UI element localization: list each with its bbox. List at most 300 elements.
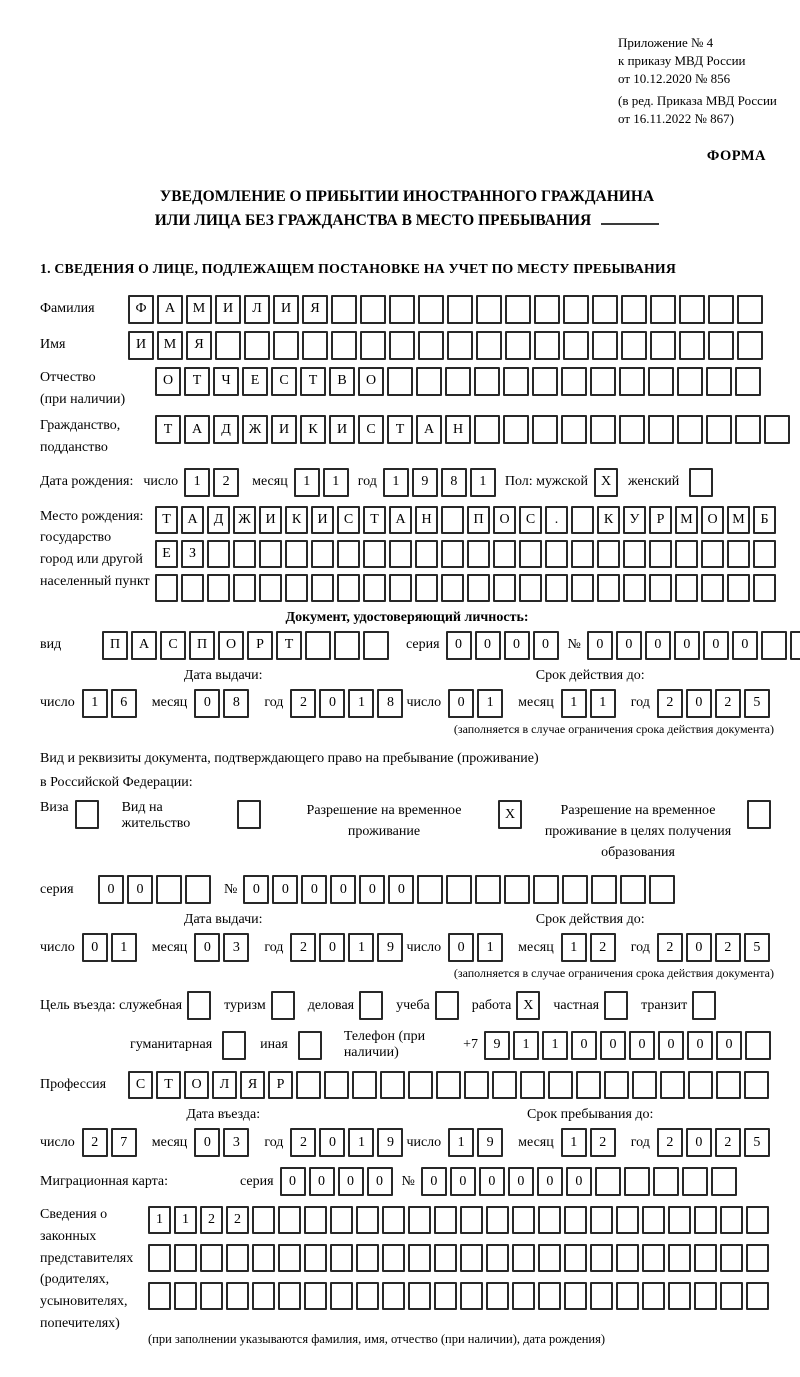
char-cell[interactable] (561, 367, 587, 396)
char-cell[interactable]: 0 (309, 1167, 335, 1196)
char-cell[interactable]: 2 (590, 1128, 616, 1157)
profession-cells[interactable] (128, 1071, 772, 1099)
char-cell[interactable]: . (545, 506, 568, 534)
char-cell[interactable] (571, 540, 594, 568)
char-cell[interactable] (155, 574, 178, 602)
char-cell[interactable] (233, 540, 256, 568)
char-cell[interactable] (460, 1244, 483, 1272)
char-cell[interactable]: С (128, 1071, 153, 1099)
char-cell[interactable]: 0 (421, 1167, 447, 1196)
char-cell[interactable] (620, 875, 646, 904)
char-cell[interactable]: О (184, 1071, 209, 1099)
char-cell[interactable] (207, 574, 230, 602)
char-cell[interactable] (512, 1206, 535, 1234)
char-cell[interactable] (682, 1167, 708, 1196)
char-cell[interactable] (668, 1282, 691, 1310)
char-cell[interactable] (563, 331, 589, 360)
char-cell[interactable] (621, 295, 647, 324)
char-cell[interactable]: 8 (223, 689, 249, 718)
char-cell[interactable] (304, 1244, 327, 1272)
char-cell[interactable]: Т (156, 1071, 181, 1099)
char-cell[interactable] (649, 540, 672, 568)
char-cell[interactable]: 1 (470, 468, 496, 497)
char-cell[interactable] (604, 1071, 629, 1099)
char-cell[interactable]: Н (415, 506, 438, 534)
char-cell[interactable]: 2 (715, 1128, 741, 1157)
surname-cells[interactable] (128, 295, 766, 324)
char-cell[interactable]: Я (186, 331, 212, 360)
char-cell[interactable]: 1 (348, 1128, 374, 1157)
purpose-business-trip-checkbox[interactable] (187, 991, 211, 1020)
char-cell[interactable] (467, 540, 490, 568)
char-cell[interactable]: 1 (561, 933, 587, 962)
char-cell[interactable]: 1 (184, 468, 210, 497)
char-cell[interactable] (642, 1206, 665, 1234)
char-cell[interactable] (447, 331, 473, 360)
char-cell[interactable]: 5 (744, 689, 770, 718)
char-cell[interactable] (512, 1282, 535, 1310)
char-cell[interactable]: С (337, 506, 360, 534)
char-cell[interactable]: 0 (686, 933, 712, 962)
char-cell[interactable] (434, 1206, 457, 1234)
char-cell[interactable] (174, 1282, 197, 1310)
char-cell[interactable]: 0 (388, 875, 414, 904)
char-cell[interactable]: 1 (542, 1031, 568, 1060)
char-cell[interactable]: 8 (377, 689, 403, 718)
char-cell[interactable]: О (358, 367, 384, 396)
gender-male-checkbox[interactable]: X (594, 468, 618, 497)
char-cell[interactable]: 0 (475, 631, 501, 660)
char-cell[interactable]: 2 (715, 689, 741, 718)
char-cell[interactable]: О (155, 367, 181, 396)
char-cell[interactable]: О (701, 506, 724, 534)
char-cell[interactable]: 2 (226, 1206, 249, 1234)
char-cell[interactable] (441, 506, 464, 534)
char-cell[interactable] (486, 1244, 509, 1272)
char-cell[interactable]: 7 (111, 1128, 137, 1157)
char-cell[interactable]: 0 (338, 1167, 364, 1196)
char-cell[interactable] (330, 1282, 353, 1310)
char-cell[interactable] (415, 574, 438, 602)
char-cell[interactable] (252, 1244, 275, 1272)
char-cell[interactable]: О (493, 506, 516, 534)
char-cell[interactable] (460, 1206, 483, 1234)
char-cell[interactable]: У (623, 506, 646, 534)
char-cell[interactable] (408, 1071, 433, 1099)
char-cell[interactable] (649, 574, 672, 602)
char-cell[interactable]: З (181, 540, 204, 568)
char-cell[interactable] (302, 331, 328, 360)
char-cell[interactable] (650, 295, 676, 324)
char-cell[interactable] (493, 574, 516, 602)
char-cell[interactable] (185, 875, 211, 904)
char-cell[interactable]: 9 (377, 1128, 403, 1157)
given-name-cells[interactable] (128, 331, 766, 360)
char-cell[interactable]: 1 (323, 468, 349, 497)
char-cell[interactable] (408, 1244, 431, 1272)
char-cell[interactable]: 0 (703, 631, 729, 660)
char-cell[interactable] (616, 1244, 639, 1272)
purpose-private-checkbox[interactable] (604, 991, 628, 1020)
char-cell[interactable] (382, 1206, 405, 1234)
birth-place-row1-cells[interactable] (155, 506, 779, 534)
char-cell[interactable] (701, 574, 724, 602)
char-cell[interactable] (520, 1071, 545, 1099)
doc-type-cells[interactable] (102, 631, 392, 660)
char-cell[interactable] (590, 367, 616, 396)
char-cell[interactable] (735, 367, 761, 396)
char-cell[interactable] (252, 1282, 275, 1310)
birth-month-cells[interactable] (294, 468, 352, 497)
char-cell[interactable]: 1 (348, 689, 374, 718)
char-cell[interactable]: 1 (294, 468, 320, 497)
char-cell[interactable]: 2 (657, 689, 683, 718)
purpose-study-checkbox[interactable] (435, 991, 459, 1020)
char-cell[interactable] (746, 1282, 769, 1310)
birth-place-row3-cells[interactable] (155, 574, 779, 602)
char-cell[interactable] (296, 1071, 321, 1099)
char-cell[interactable]: 2 (82, 1128, 108, 1157)
char-cell[interactable]: Н (445, 415, 471, 444)
char-cell[interactable] (561, 415, 587, 444)
char-cell[interactable] (727, 540, 750, 568)
rvp-expiry-year-cells[interactable] (657, 933, 773, 962)
char-cell[interactable] (476, 295, 502, 324)
char-cell[interactable] (648, 415, 674, 444)
char-cell[interactable]: 0 (587, 631, 613, 660)
char-cell[interactable] (486, 1282, 509, 1310)
stay-day-cells[interactable] (448, 1128, 506, 1157)
char-cell[interactable]: 0 (687, 1031, 713, 1060)
rvp-series-cells[interactable] (98, 875, 214, 904)
char-cell[interactable]: Я (240, 1071, 265, 1099)
char-cell[interactable] (534, 331, 560, 360)
char-cell[interactable]: С (519, 506, 542, 534)
char-cell[interactable]: С (358, 415, 384, 444)
char-cell[interactable] (331, 295, 357, 324)
char-cell[interactable] (650, 331, 676, 360)
char-cell[interactable]: 1 (82, 689, 108, 718)
char-cell[interactable]: 0 (272, 875, 298, 904)
char-cell[interactable]: Ж (242, 415, 268, 444)
representatives-row3-cells[interactable] (148, 1282, 772, 1310)
char-cell[interactable]: С (160, 631, 186, 660)
char-cell[interactable]: 1 (477, 933, 503, 962)
char-cell[interactable]: 9 (484, 1031, 510, 1060)
char-cell[interactable]: 3 (223, 1128, 249, 1157)
char-cell[interactable]: 0 (194, 1128, 220, 1157)
char-cell[interactable] (563, 295, 589, 324)
migration-series-cells[interactable] (280, 1167, 396, 1196)
rvp-expiry-month-cells[interactable] (561, 933, 619, 962)
char-cell[interactable]: 0 (367, 1167, 393, 1196)
char-cell[interactable]: 0 (658, 1031, 684, 1060)
char-cell[interactable]: 2 (200, 1206, 223, 1234)
birth-place-row2-cells[interactable] (155, 540, 779, 568)
char-cell[interactable] (434, 1244, 457, 1272)
char-cell[interactable] (621, 331, 647, 360)
char-cell[interactable]: А (131, 631, 157, 660)
char-cell[interactable]: К (300, 415, 326, 444)
char-cell[interactable] (504, 875, 530, 904)
char-cell[interactable] (679, 295, 705, 324)
birth-day-cells[interactable] (184, 468, 242, 497)
char-cell[interactable]: 0 (508, 1167, 534, 1196)
char-cell[interactable] (675, 574, 698, 602)
char-cell[interactable] (363, 574, 386, 602)
char-cell[interactable]: 0 (732, 631, 758, 660)
birth-year-cells[interactable] (383, 468, 499, 497)
char-cell[interactable]: Е (155, 540, 178, 568)
citizenship-cells[interactable] (155, 415, 793, 444)
char-cell[interactable] (311, 574, 334, 602)
char-cell[interactable] (735, 415, 761, 444)
char-cell[interactable]: 0 (686, 689, 712, 718)
residence-permit-checkbox[interactable] (237, 800, 261, 829)
char-cell[interactable] (215, 331, 241, 360)
char-cell[interactable]: 1 (148, 1206, 171, 1234)
char-cell[interactable] (624, 1167, 650, 1196)
char-cell[interactable] (545, 574, 568, 602)
char-cell[interactable] (679, 331, 705, 360)
char-cell[interactable] (352, 1071, 377, 1099)
char-cell[interactable]: К (285, 506, 308, 534)
char-cell[interactable]: 3 (223, 933, 249, 962)
char-cell[interactable] (337, 540, 360, 568)
char-cell[interactable]: В (329, 367, 355, 396)
char-cell[interactable] (720, 1244, 743, 1272)
char-cell[interactable] (486, 1206, 509, 1234)
char-cell[interactable]: И (329, 415, 355, 444)
char-cell[interactable] (207, 540, 230, 568)
migration-number-cells[interactable] (421, 1167, 740, 1196)
char-cell[interactable] (252, 1206, 275, 1234)
char-cell[interactable] (745, 1031, 771, 1060)
representatives-row1-cells[interactable] (148, 1206, 772, 1234)
purpose-transit-checkbox[interactable] (692, 991, 716, 1020)
char-cell[interactable]: Т (300, 367, 326, 396)
char-cell[interactable] (595, 1167, 621, 1196)
char-cell[interactable] (590, 415, 616, 444)
char-cell[interactable] (753, 540, 776, 568)
char-cell[interactable] (273, 331, 299, 360)
char-cell[interactable]: 0 (448, 689, 474, 718)
char-cell[interactable] (619, 415, 645, 444)
char-cell[interactable] (538, 1244, 561, 1272)
char-cell[interactable] (761, 631, 787, 660)
char-cell[interactable] (503, 415, 529, 444)
char-cell[interactable] (363, 540, 386, 568)
char-cell[interactable] (285, 540, 308, 568)
rvp-issue-year-cells[interactable] (290, 933, 406, 962)
char-cell[interactable] (304, 1282, 327, 1310)
char-cell[interactable] (416, 367, 442, 396)
char-cell[interactable]: Б (753, 506, 776, 534)
entry-month-cells[interactable] (194, 1128, 252, 1157)
patronymic-cells[interactable] (155, 367, 764, 396)
char-cell[interactable] (334, 631, 360, 660)
char-cell[interactable]: 1 (348, 933, 374, 962)
char-cell[interactable] (592, 331, 618, 360)
char-cell[interactable]: 0 (645, 631, 671, 660)
char-cell[interactable] (623, 540, 646, 568)
char-cell[interactable]: 0 (450, 1167, 476, 1196)
char-cell[interactable]: 2 (657, 1128, 683, 1157)
char-cell[interactable]: 0 (600, 1031, 626, 1060)
char-cell[interactable] (382, 1282, 405, 1310)
char-cell[interactable]: 2 (290, 689, 316, 718)
char-cell[interactable] (701, 540, 724, 568)
char-cell[interactable] (356, 1282, 379, 1310)
char-cell[interactable] (226, 1244, 249, 1272)
char-cell[interactable] (720, 1282, 743, 1310)
char-cell[interactable]: Я (302, 295, 328, 324)
char-cell[interactable] (415, 540, 438, 568)
char-cell[interactable] (505, 295, 531, 324)
char-cell[interactable]: Ф (128, 295, 154, 324)
char-cell[interactable] (727, 574, 750, 602)
entry-year-cells[interactable] (290, 1128, 406, 1157)
char-cell[interactable]: 0 (533, 631, 559, 660)
char-cell[interactable] (387, 367, 413, 396)
char-cell[interactable]: 6 (111, 689, 137, 718)
phone-cells[interactable] (484, 1031, 774, 1060)
char-cell[interactable] (285, 574, 308, 602)
char-cell[interactable]: Д (213, 415, 239, 444)
char-cell[interactable]: 0 (127, 875, 153, 904)
char-cell[interactable] (597, 574, 620, 602)
char-cell[interactable]: С (271, 367, 297, 396)
char-cell[interactable] (571, 574, 594, 602)
char-cell[interactable] (597, 540, 620, 568)
doc-number-cells[interactable] (587, 631, 800, 660)
char-cell[interactable]: 0 (629, 1031, 655, 1060)
char-cell[interactable] (389, 540, 412, 568)
char-cell[interactable]: 1 (561, 1128, 587, 1157)
char-cell[interactable] (746, 1244, 769, 1272)
char-cell[interactable] (363, 631, 389, 660)
char-cell[interactable]: 9 (377, 933, 403, 962)
char-cell[interactable] (418, 331, 444, 360)
char-cell[interactable] (200, 1244, 223, 1272)
char-cell[interactable]: 0 (504, 631, 530, 660)
char-cell[interactable]: И (273, 295, 299, 324)
char-cell[interactable] (737, 295, 763, 324)
temp-residence-education-checkbox[interactable] (747, 800, 771, 829)
char-cell[interactable]: А (184, 415, 210, 444)
char-cell[interactable] (360, 331, 386, 360)
char-cell[interactable] (200, 1282, 223, 1310)
char-cell[interactable] (356, 1244, 379, 1272)
char-cell[interactable]: Т (184, 367, 210, 396)
char-cell[interactable] (694, 1206, 717, 1234)
char-cell[interactable] (653, 1167, 679, 1196)
char-cell[interactable]: И (215, 295, 241, 324)
char-cell[interactable] (533, 875, 559, 904)
char-cell[interactable] (720, 1206, 743, 1234)
char-cell[interactable] (446, 875, 472, 904)
char-cell[interactable] (737, 331, 763, 360)
char-cell[interactable] (174, 1244, 197, 1272)
char-cell[interactable] (675, 540, 698, 568)
char-cell[interactable] (753, 574, 776, 602)
char-cell[interactable] (590, 1206, 613, 1234)
char-cell[interactable] (441, 574, 464, 602)
char-cell[interactable]: Л (212, 1071, 237, 1099)
char-cell[interactable] (660, 1071, 685, 1099)
char-cell[interactable] (746, 1206, 769, 1234)
doc-expiry-month-cells[interactable] (561, 689, 619, 718)
char-cell[interactable]: 0 (448, 933, 474, 962)
char-cell[interactable]: 5 (744, 933, 770, 962)
char-cell[interactable] (538, 1282, 561, 1310)
purpose-work-checkbox[interactable]: X (516, 991, 540, 1020)
char-cell[interactable] (156, 875, 182, 904)
char-cell[interactable] (642, 1282, 665, 1310)
char-cell[interactable] (564, 1206, 587, 1234)
char-cell[interactable]: 0 (319, 689, 345, 718)
char-cell[interactable]: И (271, 415, 297, 444)
char-cell[interactable] (389, 574, 412, 602)
char-cell[interactable] (474, 415, 500, 444)
char-cell[interactable]: М (727, 506, 750, 534)
char-cell[interactable]: 1 (111, 933, 137, 962)
char-cell[interactable] (706, 367, 732, 396)
char-cell[interactable]: А (181, 506, 204, 534)
char-cell[interactable]: И (259, 506, 282, 534)
char-cell[interactable] (711, 1167, 737, 1196)
char-cell[interactable]: Т (155, 415, 181, 444)
char-cell[interactable] (441, 540, 464, 568)
char-cell[interactable] (447, 295, 473, 324)
visa-checkbox[interactable] (75, 800, 99, 829)
char-cell[interactable] (790, 631, 800, 660)
char-cell[interactable]: Ч (213, 367, 239, 396)
char-cell[interactable] (694, 1244, 717, 1272)
char-cell[interactable] (305, 631, 331, 660)
char-cell[interactable] (668, 1244, 691, 1272)
char-cell[interactable]: 0 (301, 875, 327, 904)
char-cell[interactable]: 2 (213, 468, 239, 497)
char-cell[interactable]: Л (244, 295, 270, 324)
doc-series-cells[interactable] (446, 631, 562, 660)
char-cell[interactable]: 8 (441, 468, 467, 497)
char-cell[interactable] (233, 574, 256, 602)
char-cell[interactable]: Т (363, 506, 386, 534)
char-cell[interactable]: Т (387, 415, 413, 444)
char-cell[interactable] (564, 1282, 587, 1310)
char-cell[interactable] (648, 367, 674, 396)
char-cell[interactable]: 1 (174, 1206, 197, 1234)
char-cell[interactable]: 1 (513, 1031, 539, 1060)
doc-expiry-year-cells[interactable] (657, 689, 773, 718)
char-cell[interactable] (532, 415, 558, 444)
char-cell[interactable] (708, 331, 734, 360)
char-cell[interactable]: 0 (359, 875, 385, 904)
char-cell[interactable]: 1 (590, 689, 616, 718)
char-cell[interactable]: 1 (448, 1128, 474, 1157)
char-cell[interactable] (706, 415, 732, 444)
char-cell[interactable] (324, 1071, 349, 1099)
char-cell[interactable] (408, 1206, 431, 1234)
char-cell[interactable] (244, 331, 270, 360)
char-cell[interactable] (259, 574, 282, 602)
char-cell[interactable] (464, 1071, 489, 1099)
char-cell[interactable] (668, 1206, 691, 1234)
rvp-issue-month-cells[interactable] (194, 933, 252, 962)
char-cell[interactable]: 1 (477, 689, 503, 718)
char-cell[interactable]: 0 (446, 631, 472, 660)
